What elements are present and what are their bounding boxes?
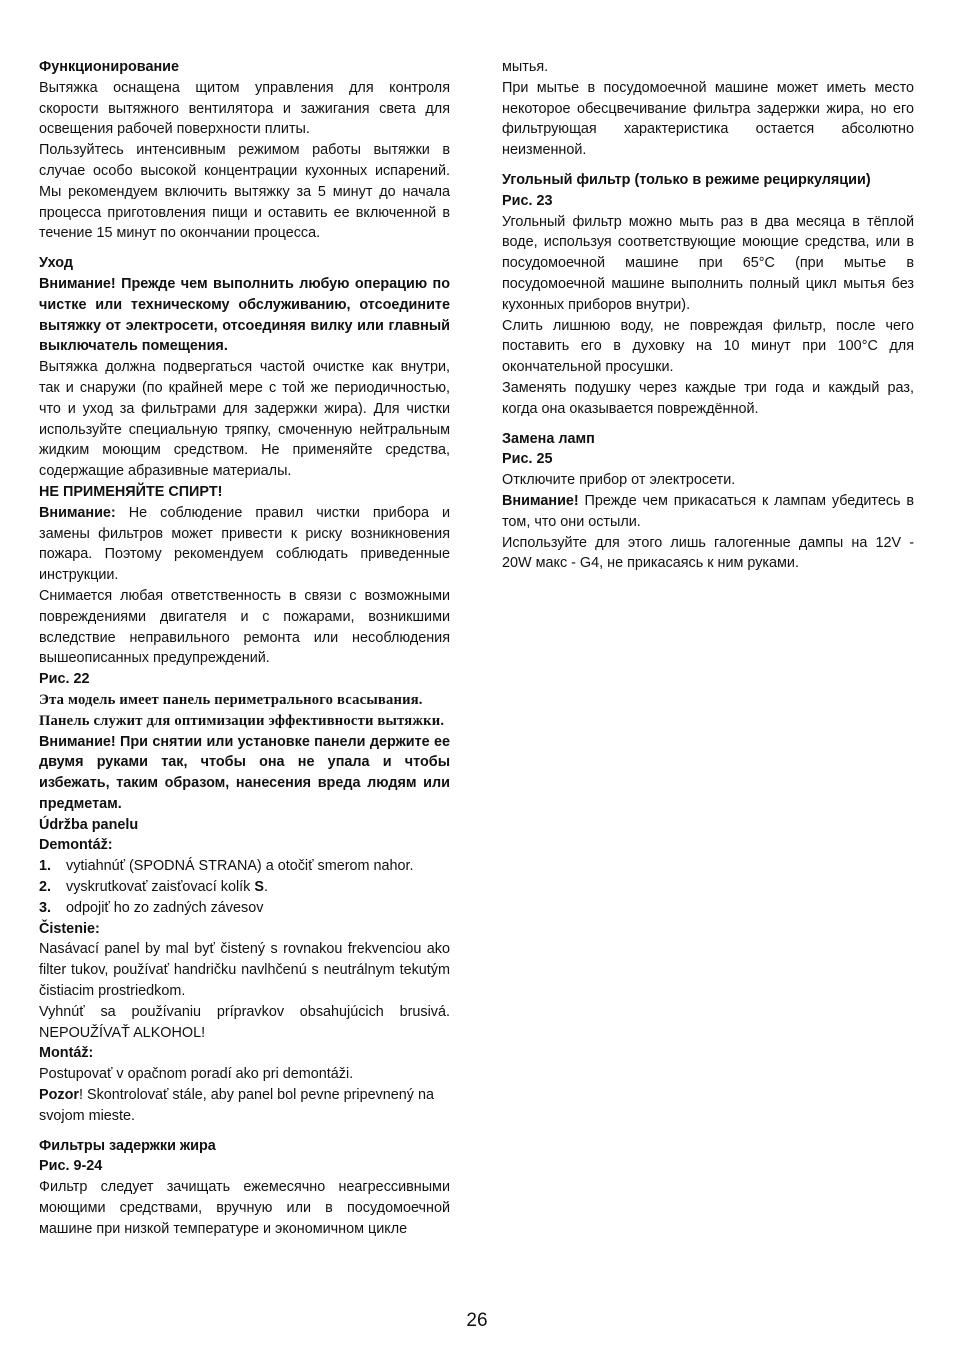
- step-number: 2.: [39, 879, 52, 896]
- paragraph: Вытяжка должна подвергаться частой очистке как внутри, так и снаружи (по крайней мере с той же периодичностью, что и уход за фильтрами для задержки жира). Для чистки используйте специальную тряпку, смоченную нейтральным жидким моющим средством. Не применяйте средства, содержащие абразивные материалы.: [39, 359, 450, 480]
- right-column: [502, 57, 914, 574]
- list-item: [39, 898, 450, 919]
- paragraph: При мытье в посудомоечной машине может иметь место некоторое обесцвечивание фильтра задержки жира, но его фильтрующая характеристика остается абсолютно неизменной.: [502, 79, 914, 159]
- subsection-title: Údržba panelu: [39, 816, 139, 833]
- step-list: [39, 856, 450, 918]
- panel-paragraph: Эта модель имеет панель периметрального всасывания.: [39, 691, 423, 708]
- attention-paragraph: [39, 503, 450, 586]
- no-alcohol-warning: НЕ ПРИМЕНЯЙТЕ СПИРТ!: [39, 483, 223, 500]
- attention-paragraph: Внимание! Прежде чем прикасаться к лампам убедитесь в том, что они остыли.: [502, 492, 914, 530]
- paragraph: Отключите прибор от электросети.: [502, 472, 736, 489]
- paragraph: Снимается любая ответственность в связи с возможными повреждениями двигателя и с пожарами, возникшими вследствие неправильного ремонта или несоблюдения вышеописанных предупреждений.: [39, 587, 450, 667]
- paragraph: Фильтр следует зачищать ежемесячно неагрессивными моющими средствами, вручную или в посудомоечной машине при низкой температуре и экономичном цикле: [39, 1179, 450, 1237]
- section-title-functioning: Функционирование: [39, 59, 179, 75]
- paragraph: Nasávací panel by mal byť čistený s rovnakou frekvenciou ako filter tukov, používať handričku navlhčenú s neutrálnym tekutým čistiacim prostriedkom.: [39, 941, 450, 1000]
- attention-label: Внимание!: [502, 492, 579, 509]
- subsection-title: Demontáž:: [39, 837, 113, 854]
- step-text: vytiahnúť (SPODNÁ STRANA) a otočiť smerom nahor.: [66, 858, 414, 875]
- page-number: 26: [466, 1310, 488, 1331]
- paragraph: Используйте для этого лишь галогенные дампы на 12V - 20W макс - G4, не прикасаясь к ним руками.: [502, 534, 914, 572]
- section-title-grease-filters: Фильтры задержки жира: [39, 1137, 216, 1154]
- attention-label: Внимание:: [39, 504, 116, 521]
- paragraph: Угольный фильтр можно мыть раз в два месяца в тёплой воде, используя соответствующие моющие средства, или в посудомоечной машине при 65°C (при мытье в посудомоечной машине выполнить полный цикл мытья без кухонных приборов внутри).: [502, 213, 914, 313]
- care-warning: Внимание! Прежде чем выполнить любую операцию по чистке или техническому обслуживанию, отсоедините вытяжку от электросети, отсоединяя вилку или главный выключатель помещения.: [39, 275, 450, 355]
- paragraph: Заменять подушку через каждые три года и каждый раз, когда она оказывается повреждённой.: [502, 379, 914, 417]
- paragraph: Vyhnúť sa používaniu prípravkov obsahujúcich brusivá. NEPOUŽÍVAŤ ALKOHOL!: [39, 1003, 450, 1041]
- step-number: 3.: [39, 899, 52, 916]
- section-title-carbon-filter: Угольный фильтр (только в режиме рециркуляции): [502, 171, 871, 188]
- step-number: 1.: [39, 858, 52, 875]
- subsection-title: Čistenie:: [39, 920, 100, 937]
- section-title-lamp-replacement: Замена ламп: [502, 430, 595, 447]
- attention-text: Не соблюдение правил чистки прибора и замены фильтров может привести к риску возникновения пожара. Поэтому рекомендуем соблюдать приведенные инструкции.: [39, 504, 450, 584]
- step-text: vyskrutkovať zaisťovací kolík S.: [66, 879, 268, 896]
- paragraph: Postupovať v opačnom poradí ako pri demontáži.: [39, 1066, 354, 1083]
- pozor-paragraph: Pozor! Skontrolovať stále, aby panel bol pevne pripevnený na svojom mieste.: [39, 1087, 434, 1124]
- pozor-label: Pozor: [39, 1087, 79, 1104]
- panel-paragraph: Панель служит для оптимизации эффективности вытяжки.: [39, 712, 445, 729]
- figure-reference: Рис. 25: [502, 451, 553, 468]
- paragraph: Пользуйтесь интенсивным режимом работы вытяжки в случае особо высокой концентрации кухонных испарений. Мы рекомендуем включить вытяжку за 5 минут до начала процесса приготовления пищи и оставить ее включенной в течение 15 минут по окончании процесса.: [39, 142, 450, 242]
- figure-reference: Рис. 9-24: [39, 1158, 103, 1175]
- subsection-title: Montáž:: [39, 1045, 94, 1062]
- paragraph: Слить лишнюю воду, не повреждая фильтр, после чего поставить его в духовку на 10 минут при 100°C для окончательной просушки.: [502, 317, 914, 376]
- paragraph: Вытяжка оснащена щитом управления для контроля скорости вытяжного вентилятора и зажигания света для освещения рабочей поверхности плиты.: [39, 79, 450, 138]
- left-column: [39, 57, 450, 1240]
- section-title-care: Уход: [39, 255, 73, 272]
- panel-warning: Внимание! При снятии или установке панели держите ее двумя руками так, чтобы она не упала и чтобы избежать, таким образом, нанесения вреда людям или предметам.: [39, 733, 450, 812]
- figure-reference: Рис. 23: [502, 192, 553, 209]
- list-item: [39, 856, 450, 877]
- figure-reference: Рис. 22: [39, 671, 90, 688]
- paragraph: мытья.: [502, 59, 549, 75]
- list-item: [39, 877, 450, 898]
- step-text: odpojiť ho zo zadných závesov: [66, 899, 264, 916]
